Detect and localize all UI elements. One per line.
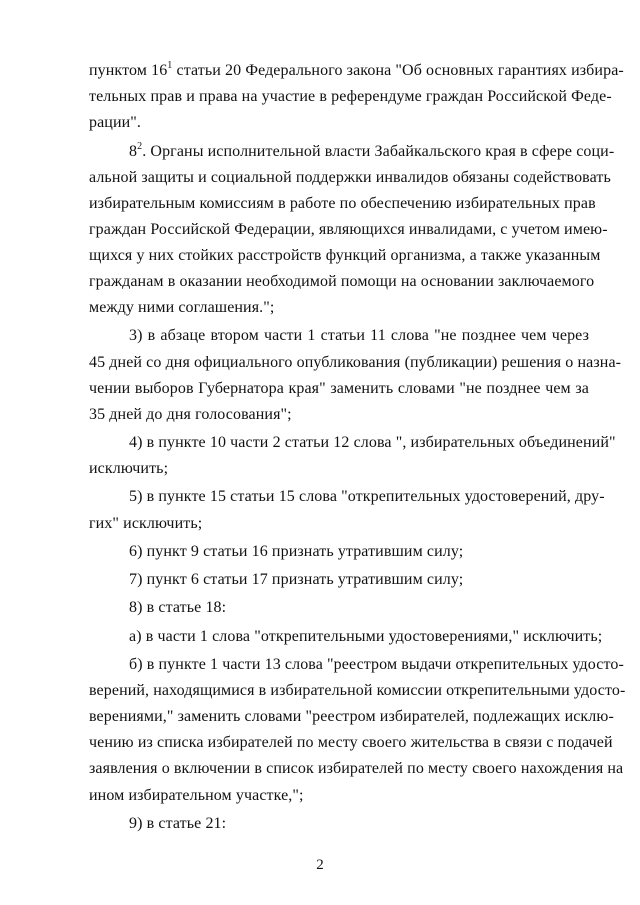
paragraph-start-line xyxy=(129,141,615,162)
paragraph-start-line: 6) пункт 9 статьи 16 признать утратившим силу; xyxy=(129,543,464,560)
text-line: верений, находящимися в избирательной комиссии открепительными удосто- xyxy=(89,682,626,699)
text-line: избирательным комиссиям в работе по обеспечению избирательных прав xyxy=(89,195,596,212)
text-line: 45 дней со дня официального опубликования (публикации) решения о назна- xyxy=(89,354,622,371)
paragraph-start-line: а) в части 1 слова "открепительными удостоверениями," исключить; xyxy=(129,628,603,645)
text-line: между ними соглашения."; xyxy=(89,299,275,316)
paragraph-start-line: 9) в статье 21: xyxy=(129,815,227,832)
superscript: 2 xyxy=(137,141,143,152)
superscript: 1 xyxy=(167,60,173,71)
text-line xyxy=(89,60,624,81)
page-number: 2 xyxy=(316,857,324,873)
text-line: исключить; xyxy=(89,460,169,477)
paragraph-start-line: 4) в пункте 10 части 2 статьи 12 слова ", избирательных объединений" xyxy=(129,434,616,451)
paragraph-start-line: б) в пункте 1 части 13 слова "реестром выдачи открепительных удосто- xyxy=(129,656,624,673)
text-line: тельных прав и права на участие в референдуме граждан Российской Феде- xyxy=(89,88,612,105)
text-fragment: статьи 20 Федерального закона "Об основных гарантиях избира- xyxy=(172,62,624,79)
text-line: заявления о включении в список избирателей по месту своего нахождения на xyxy=(89,760,624,777)
text-line: гражданам в оказании необходимой помощи на основании заключаемого xyxy=(89,273,595,290)
text-line: гих" исключить; xyxy=(89,515,203,532)
paragraph-start-line: 7) пункт 6 статьи 17 признать утратившим силу; xyxy=(129,571,464,588)
text-line: верениями," заменить словами "реестром избирателей, подлежащих исклю- xyxy=(89,708,614,725)
text-fragment: . Органы исполнительной власти Забайкальского края в сфере соци- xyxy=(142,143,615,160)
text-fragment: 8 xyxy=(129,143,138,160)
text-line: 35 дней до дня голосования"; xyxy=(89,406,292,423)
paragraph-start-line: 3) в абзаце втором части 1 статьи 11 слова "не позднее чем через xyxy=(129,327,589,344)
text-line: альной защиты и социальной поддержки инвалидов обязаны содействовать xyxy=(89,169,611,186)
text-line: ином избирательном участке,"; xyxy=(89,787,304,804)
text-fragment: пунктом 16 xyxy=(89,62,168,79)
text-line: граждан Российской Федерации, являющихся инвалидами, с учетом имею- xyxy=(89,221,608,238)
text-line: щихся у них стойких расстройств функций организма, а также указанным xyxy=(89,247,601,264)
paragraph-start-line: 5) в пункте 15 статьи 15 слова "открепительных удостоверений, дру- xyxy=(129,488,605,505)
text-line: чении выборов Губернатора края" заменить словами "не позднее чем за xyxy=(89,380,589,397)
text-line: чению из списка избирателей по месту своего жительства в связи с подачей xyxy=(89,734,613,751)
paragraph-start-line: 8) в статье 18: xyxy=(129,599,227,616)
text-line: рации". xyxy=(89,114,142,131)
